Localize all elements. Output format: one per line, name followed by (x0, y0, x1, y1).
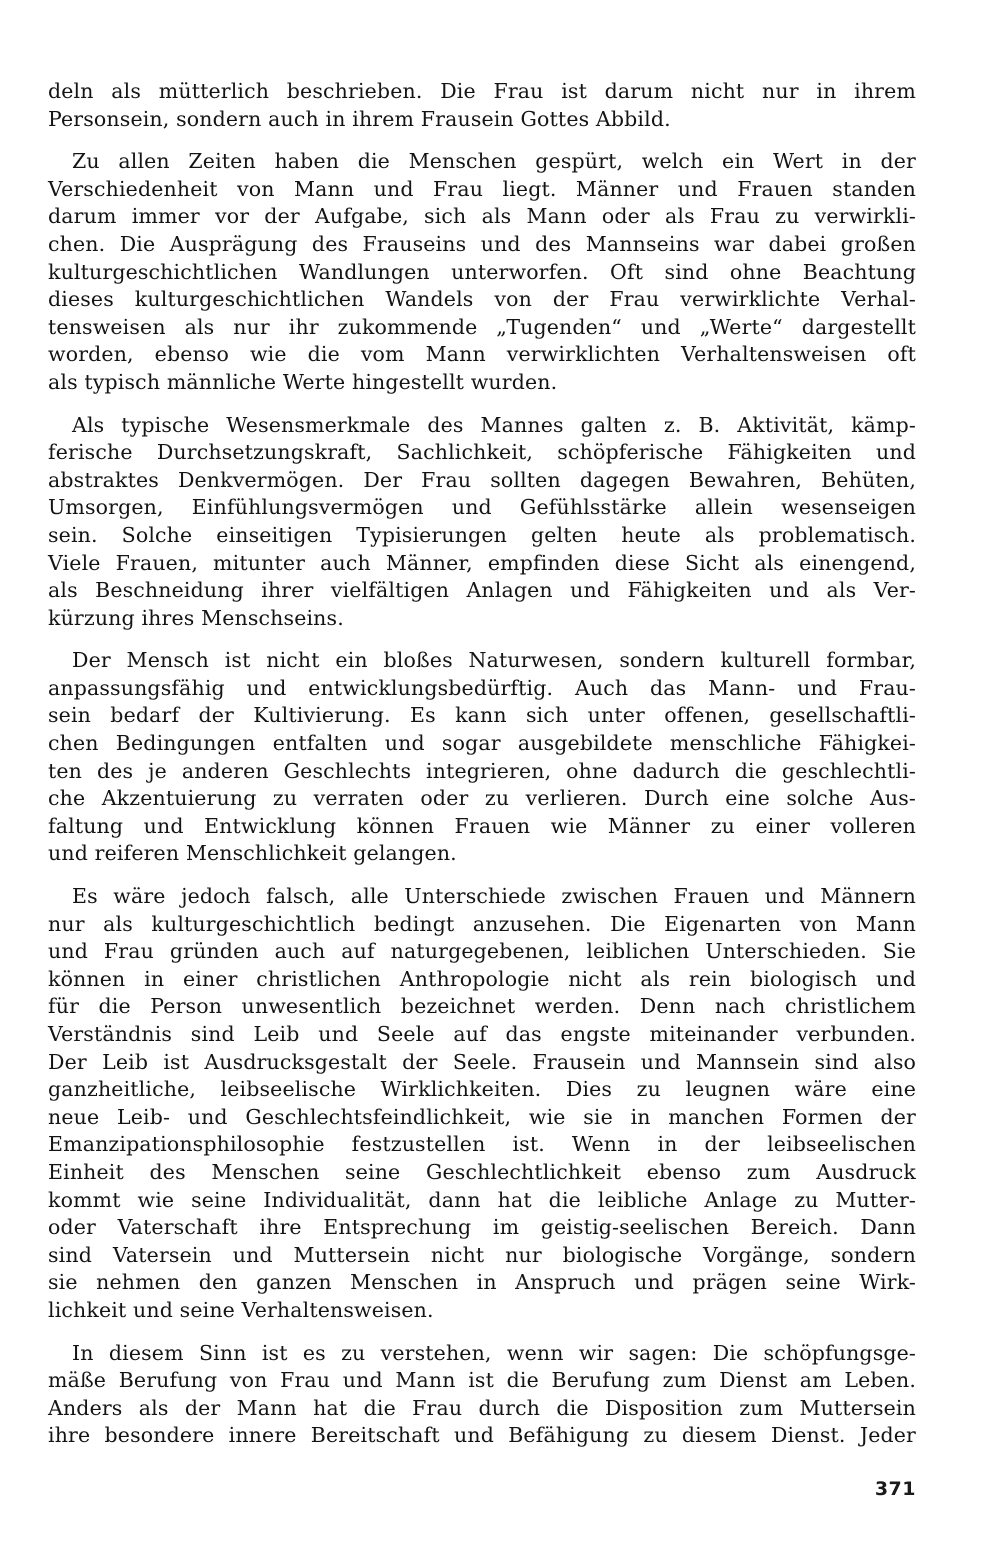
text-line: Es wäre jedoch falsch, alle Unterschiede zwischen Frauen und Männern (72, 884, 916, 909)
page-body (48, 78, 916, 1465)
text-line: Der Leib ist Ausdrucksgestalt der Seele. Frausein und Mannsein sind also (48, 1049, 916, 1074)
text-line: sein. Solche einseitigen Typisierungen gelten heute als problematisch. (48, 522, 916, 547)
text-line: Zu allen Zeiten haben die Menschen gespürt, welch ein Wert in der (72, 149, 916, 174)
paragraph-4 (48, 647, 916, 868)
text-line: Personsein, sondern auch in ihrem Frausein Gottes Abbild. (48, 106, 671, 131)
text-line: Viele Frauen, mitunter auch Männer, empfinden diese Sicht als einengend, (48, 550, 916, 575)
text-line: sie nehmen den ganzen Menschen in Anspruch und prägen seine Wirk- (48, 1270, 916, 1295)
text-line: oder Vaterschaft ihre Entsprechung im geistig-seelischen Bereich. Dann (48, 1215, 916, 1240)
text-line: chen Bedingungen entfalten und sogar ausgebildete menschliche Fähigkei- (48, 731, 916, 756)
text-line: können in einer christlichen Anthropologie nicht als rein biologisch und (48, 966, 916, 991)
text-line: darum immer vor der Aufgabe, sich als Mann oder als Frau zu verwirkli- (48, 204, 916, 229)
paragraph-1 (48, 78, 916, 133)
paragraph-6 (48, 1340, 916, 1450)
page-number: 371 (874, 1478, 916, 1500)
text-line: faltung und Entwicklung können Frauen wie Männer zu einer volleren (48, 813, 916, 838)
paragraph-2 (48, 148, 916, 396)
text-line: abstraktes Denkvermögen. Der Frau sollten dagegen Bewahren, Behüten, (48, 467, 916, 492)
text-line: sind Vatersein und Muttersein nicht nur biologische Vorgänge, sondern (48, 1242, 916, 1267)
text-line: che Akzentuierung zu verraten oder zu verlieren. Durch eine solche Aus- (48, 786, 916, 811)
text-line: mäße Berufung von Frau und Mann ist die Berufung zum Dienst am Leben. (48, 1368, 916, 1393)
text-line: Als typische Wesensmerkmale des Mannes galten z. B. Aktivität, kämp- (72, 412, 916, 437)
text-line: neue Leib- und Geschlechtsfeindlichkeit, wie sie in manchen Formen der (48, 1104, 916, 1129)
text-line: lichkeit und seine Verhaltensweisen. (48, 1297, 434, 1322)
text-line: dieses kulturgeschichtlichen Wandels von der Frau verwirklichte Verhal- (48, 287, 916, 312)
text-line: anpassungsfähig und entwicklungsbedürftig. Auch das Mann- und Frau- (48, 675, 916, 700)
text-line: und reiferen Menschlichkeit gelangen. (48, 841, 457, 866)
text-line: kommt wie seine Individualität, dann hat die leibliche Anlage zu Mutter- (48, 1187, 916, 1212)
text-line: ten des je anderen Geschlechts integrieren, ohne dadurch die geschlechtli- (48, 758, 916, 783)
text-line: deln als mütterlich beschrieben. Die Frau ist darum nicht nur in ihrem (48, 79, 916, 103)
text-line: kürzung ihres Menschseins. (48, 605, 344, 630)
text-line: Anders als der Mann hat die Frau durch die Disposition zum Muttersein (48, 1395, 916, 1420)
text-line: Der Mensch ist nicht ein bloßes Naturwesen, sondern kulturell formbar, (72, 648, 916, 673)
text-line: als typisch männliche Werte hingestellt wurden. (48, 369, 558, 394)
text-line: In diesem Sinn ist es zu verstehen, wenn wir sagen: Die schöpfungsge- (72, 1340, 916, 1365)
text-line: und Frau gründen auch auf naturgegebenen, leiblichen Unterschieden. Sie (48, 939, 916, 964)
text-line: nur als kulturgeschichtlich bedingt anzusehen. Die Eigenarten von Mann (48, 911, 916, 936)
text-line: ihre besondere innere Bereitschaft und Befähigung zu diesem Dienst. Jeder (48, 1423, 916, 1448)
text-line: worden, ebenso wie die vom Mann verwirklichten Verhaltensweisen oft (48, 342, 916, 367)
paragraph-5 (48, 883, 916, 1325)
text-line: ganzheitliche, leibseelische Wirklichkeiten. Dies zu leugnen wäre eine (48, 1077, 916, 1102)
text-line: Verständnis sind Leib und Seele auf das engste miteinander verbunden. (48, 1022, 916, 1046)
text-line: Emanzipationsphilosophie festzustellen ist. Wenn in der leibseelischen (48, 1132, 916, 1157)
text-line: ferische Durchsetzungskraft, Sachlichkeit, schöpferische Fähigkeiten und (48, 440, 916, 465)
text-line: chen. Die Ausprägung des Frauseins und des Mannseins war dabei großen (48, 231, 916, 256)
text-line: Einheit des Menschen seine Geschlechtlichkeit ebenso zum Ausdruck (48, 1159, 916, 1184)
text-line: tensweisen als nur ihr zukommende „Tugenden“ und „Werte“ dargestellt (48, 314, 916, 339)
text-line: Verschiedenheit von Mann und Frau liegt. Männer und Frauen standen (48, 176, 916, 201)
text-line: kulturgeschichtlichen Wandlungen unterworfen. Oft sind ohne Beachtung (48, 259, 916, 284)
text-line: sein bedarf der Kultivierung. Es kann sich unter offenen, gesellschaftli- (48, 703, 916, 728)
text-line: Umsorgen, Einfühlungsvermögen und Gefühlsstärke allein wesenseigen (48, 495, 916, 520)
text-line: als Beschneidung ihrer vielfältigen Anlagen und Fähigkeiten und als Ver- (48, 578, 916, 603)
paragraph-3 (48, 412, 916, 633)
text-line: für die Person unwesentlich bezeichnet werden. Denn nach christlichem (48, 994, 916, 1019)
